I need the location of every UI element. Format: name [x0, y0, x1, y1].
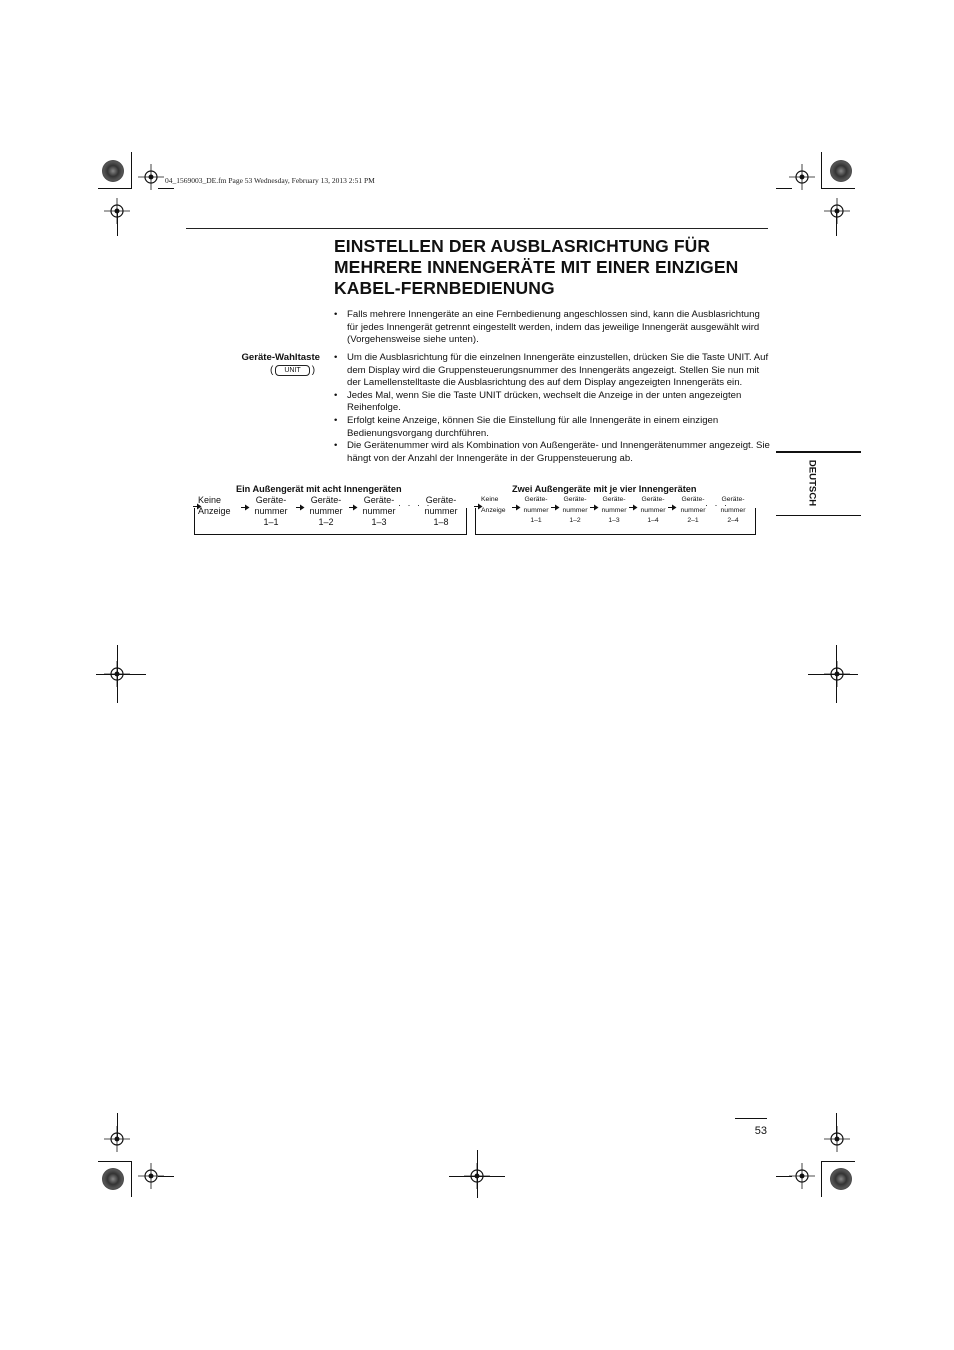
bullet-item: • Um die Ausblasrichtung für die einzelnen Innengeräte einzustellen, drücken Sie die Taste UNIT. Auf dem Display wird die Gruppensteuerungsnummer des Innengeräts angezeigt. Stellen Sie nun mit der Lamellenstelltaste die Ausblasrichtung des auf dem Display angezeigten Innengeräts ein. [334, 352, 770, 390]
crop-mark [131, 152, 132, 188]
step-line: nummer [424, 506, 458, 517]
color-target-disc [830, 1168, 852, 1190]
crop-mark [821, 152, 822, 188]
bullet-item: • Falls mehrere Innengeräte an eine Fernbedienung angeschlossen sind, kann die Ausblasrichtung für jedes Innengerät getrennt eingestellt werden, indem das jeweilige Innengerät ausgewählt wird (Vorgehensweise siehe unten). [334, 309, 770, 347]
step-label [520, 495, 552, 527]
step-label [637, 495, 669, 527]
diagram-right-heading: Zwei Außengeräte mit je vier Innengeräten [512, 484, 697, 494]
step-label [559, 495, 591, 527]
step-line: Geräte- [602, 496, 626, 503]
step-line: Geräte- [524, 496, 548, 503]
step-line: nummer [720, 506, 746, 514]
step-label [358, 495, 400, 529]
bullet-list [334, 352, 770, 465]
crop-mark [117, 1113, 118, 1139]
step-line: Geräte- [563, 496, 587, 503]
step-label [198, 495, 238, 517]
step-line: 2–1 [687, 517, 699, 525]
arrow-right-icon [349, 504, 358, 511]
arrow-right-icon [296, 504, 305, 511]
page-title: EINSTELLEN DER AUSBLASRICHTUNG FÜR MEHRERE INNENGERÄTE MIT EINER EINZIGEN KABEL-FERNBEDIENUNG [334, 236, 739, 298]
step-line: 1–1 [530, 517, 542, 525]
step-label [598, 495, 630, 527]
bullet-item: • Erfolgt keine Anzeige, können Sie die Einstellung für alle Innengeräte in einem einzigen Bedienungsvorgang durchführen. [334, 415, 770, 440]
step-line: nummer [640, 506, 666, 514]
step-line: nummer [309, 506, 343, 517]
step-line: nummer [523, 506, 549, 514]
bullet-item: • Die Gerätenummer wird als Kombination von Außengeräte- und Innengerätenummer angezeigt. Sie hängt von der Anzahl der Innengeräte in der Gruppensteuerung ab. [334, 440, 770, 465]
step-label [481, 495, 511, 516]
crop-mark [96, 674, 146, 675]
bullet-item: • Jedes Mal, wenn Sie die Taste UNIT drücken, wechselt die Anzeige in der unten angezeigten Reihenfolge. [334, 390, 770, 415]
crop-mark [836, 210, 837, 236]
side-label: Geräte-Wahltaste [241, 352, 320, 363]
color-target-disc [102, 1168, 124, 1190]
ellipsis-dots: · · · [705, 500, 729, 510]
step-line: nummer [362, 506, 396, 517]
step-line: Geräte- [425, 495, 457, 505]
crop-mark [131, 1161, 132, 1197]
step-line: Keine [481, 496, 499, 503]
crop-mark [776, 1176, 792, 1177]
language-tab [776, 451, 861, 516]
page-number: 53 [735, 1118, 767, 1137]
unit-button-icon: UNIT [275, 365, 309, 376]
step-line: Geräte- [363, 495, 395, 505]
registration-mark-icon [824, 1126, 850, 1152]
step-line: 2–4 [727, 517, 739, 525]
unit-button-ref [270, 365, 315, 376]
step-line: 1–2 [569, 517, 581, 525]
step-line: 1–4 [647, 517, 659, 525]
crop-mark [821, 188, 855, 189]
crop-mark [117, 210, 118, 236]
step-line: Anzeige [198, 506, 231, 517]
diagram-left-heading: Ein Außengerät mit acht Innengeräten [236, 484, 402, 494]
registration-mark-icon [824, 198, 850, 224]
file-info: 04_1569003_DE.fm Page 53 Wednesday, February 13, 2013 2:51 PM [165, 176, 375, 185]
language-tab-label: DEUTSCH [806, 459, 818, 507]
step-label [305, 495, 347, 529]
step-line: nummer [562, 506, 588, 514]
step-line: 1–3 [608, 517, 620, 525]
step-line: 1–3 [371, 517, 387, 528]
color-target-disc [102, 160, 124, 182]
registration-mark-icon [789, 164, 815, 190]
step-line: Keine [198, 495, 222, 505]
step-line: Geräte- [681, 496, 705, 503]
header-rule [186, 228, 768, 229]
arrow-right-icon [241, 504, 250, 511]
crop-mark [158, 188, 174, 189]
registration-mark-icon [789, 1163, 815, 1189]
step-line: Geräte- [641, 496, 665, 503]
step-line: Geräte- [255, 495, 287, 505]
step-line: Anzeige [481, 506, 506, 514]
crop-mark [776, 188, 792, 189]
step-label [420, 495, 462, 529]
registration-mark-icon [138, 164, 164, 190]
step-line: Geräte- [310, 495, 342, 505]
crop-mark [821, 1161, 822, 1197]
crop-mark [98, 1161, 132, 1162]
crop-mark [477, 1150, 478, 1198]
step-line: 1–2 [318, 517, 334, 528]
arrow-right-icon [668, 504, 677, 511]
crop-mark [836, 1113, 837, 1139]
intro-bullet-list [334, 309, 770, 347]
step-line: 1–8 [433, 517, 449, 528]
step-line: nummer [680, 506, 706, 514]
crop-mark [821, 1161, 855, 1162]
crop-mark [98, 188, 132, 189]
color-target-disc [830, 160, 852, 182]
step-label [250, 495, 292, 529]
step-line: nummer [254, 506, 288, 517]
step-line: Geräte- [721, 496, 745, 503]
step-label [717, 495, 749, 527]
ellipsis-dots: · · · · [398, 500, 432, 510]
crop-mark [808, 674, 858, 675]
step-line: 1–1 [263, 517, 279, 528]
paren-close: ) [311, 365, 316, 376]
paren-open: ( [270, 365, 274, 376]
step-line: nummer [601, 506, 627, 514]
crop-mark [158, 1176, 174, 1177]
